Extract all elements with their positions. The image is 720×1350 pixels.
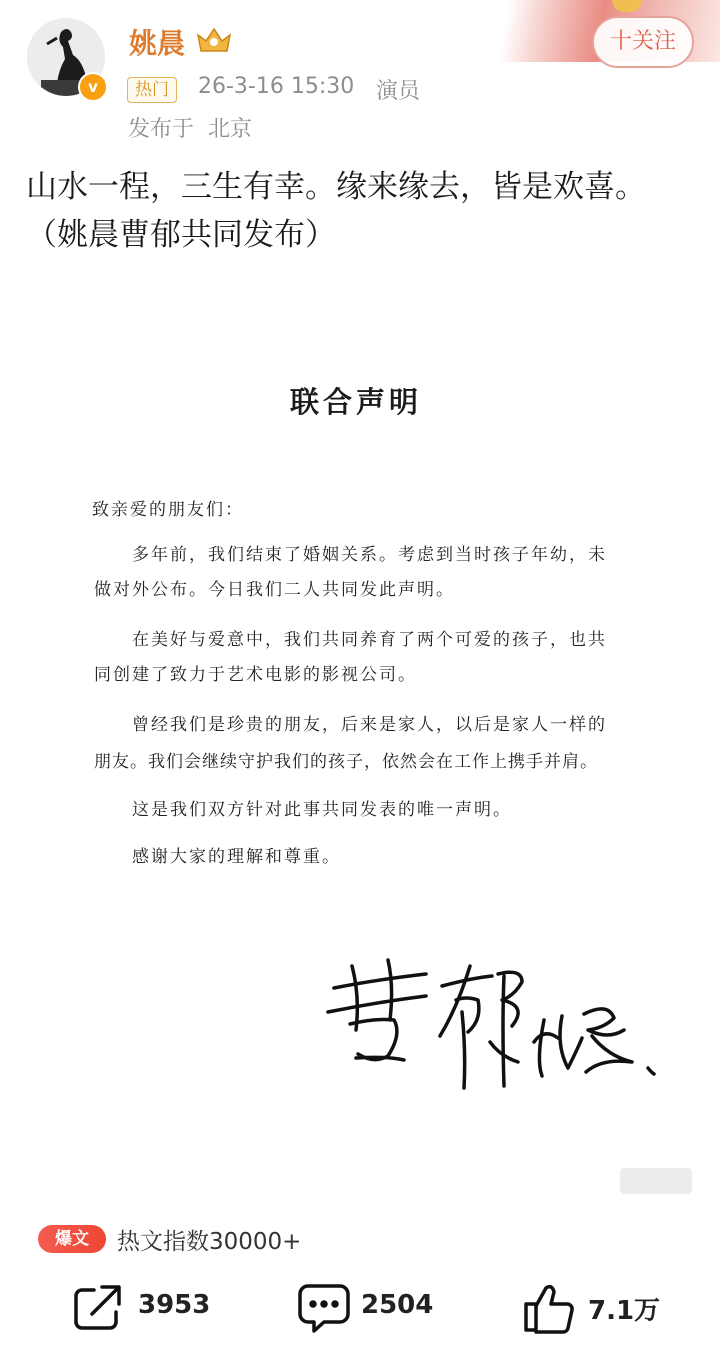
image-watermark (620, 1168, 692, 1194)
like-icon[interactable] (522, 1282, 576, 1334)
author-name[interactable]: 姚晨 (129, 27, 186, 60)
statement-greeting: 致亲爱的朋友们： (92, 500, 244, 520)
post-text-line-1: 山水一程，三生有幸。缘来缘去，皆是欢喜。 (26, 169, 646, 205)
statement-line: 在美好与爱意中，我们共同养育了两个可爱的孩子，也共 (132, 630, 607, 650)
share-icon[interactable] (72, 1282, 124, 1332)
verified-badge-icon: v (78, 72, 108, 102)
comment-count[interactable]: 2504 (361, 1290, 434, 1320)
hot-index-text[interactable]: 热文指数30000+ (117, 1229, 302, 1255)
comment-icon[interactable] (296, 1282, 352, 1334)
statement-line: 同创建了致力于艺术电影的影视公司。 (94, 665, 417, 685)
boom-article-tag: 爆文 (38, 1225, 106, 1253)
author-role: 演员 (376, 79, 421, 104)
post-time: 26-3-16 15:30 (198, 74, 355, 99)
statement-line: 多年前，我们结束了婚姻关系。考虑到当时孩子年幼，未 (132, 545, 607, 565)
statement-line: 朋友。我们会继续守护我们的孩子，依然会在工作上携手并肩。 (94, 752, 598, 772)
statement-line: 感谢大家的理解和尊重。 (132, 847, 341, 867)
hot-tag: 热门 (127, 77, 177, 103)
post-text-line-2: （姚晨曹郁共同发布） (26, 217, 336, 253)
share-count[interactable]: 3953 (138, 1290, 211, 1320)
statement-line: 曾经我们是珍贵的朋友，后来是家人，以后是家人一样的 (132, 715, 607, 735)
handwritten-signature (322, 946, 662, 1096)
location-label: 发布于 (128, 117, 195, 142)
vip-crown-icon (196, 27, 232, 53)
follow-button[interactable]: 十关注 (592, 16, 694, 68)
like-count[interactable]: 7.1万 (588, 1296, 661, 1326)
statement-line: 做对外公布。今日我们二人共同发此声明。 (94, 580, 455, 600)
statement-title: 联合声明 (289, 385, 422, 419)
statement-line: 这是我们双方针对此事共同发表的唯一声明。 (132, 800, 512, 820)
post-location: 北京 (208, 117, 253, 142)
